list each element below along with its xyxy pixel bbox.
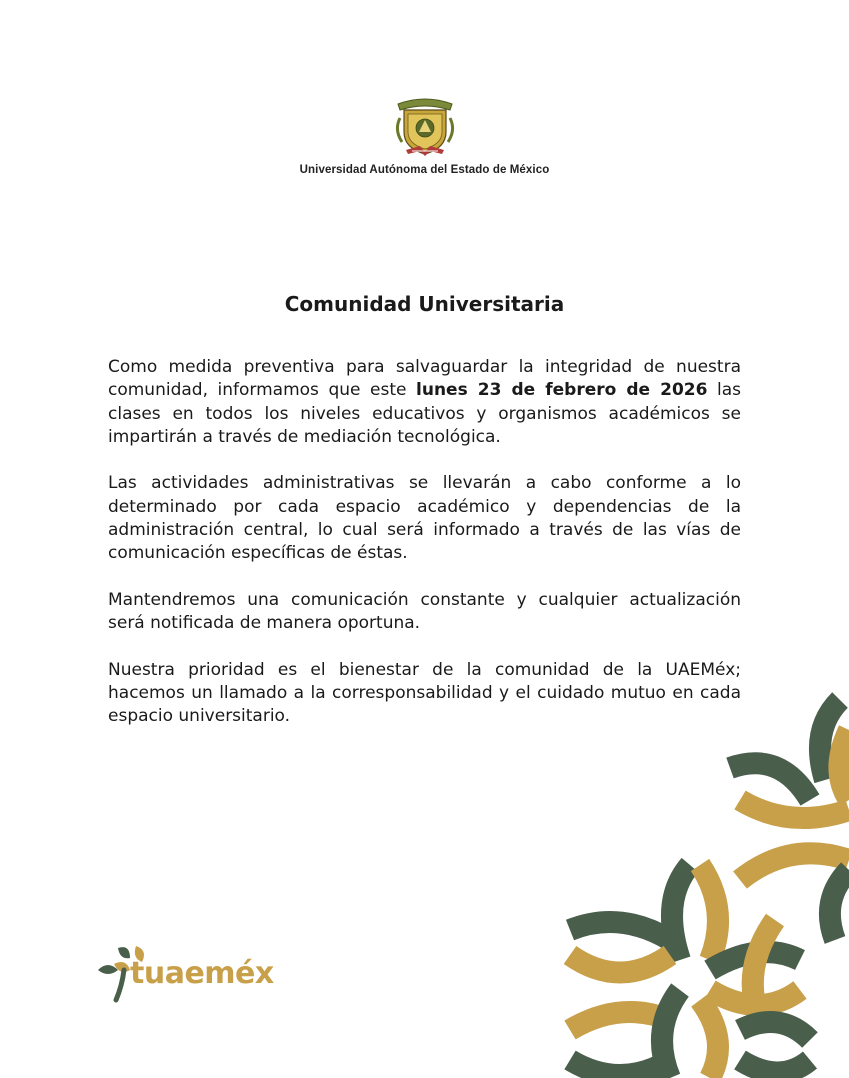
decorative-leaf-pattern: [560, 690, 849, 1078]
brand-wordmark: tuaeméx: [130, 956, 274, 991]
paragraph-1-date: lunes 23 de febrero de 2026: [416, 380, 708, 401]
paragraph-2: Las actividades administrativas se llevarán a cabo conforme a lo determinado por cada espacio académico y dependencias de la administración central, lo cual será informado a través de las vías de comunicación específicas de éstas.: [108, 473, 741, 564]
paragraph-1-rest: las clases en todos los niveles educativos y organismos académicos se impartirán a través de mediación tecnológica.: [108, 380, 741, 447]
page-title: Comunidad Universitaria: [284, 292, 565, 316]
uaemex-crest-icon: [390, 96, 460, 158]
university-name: Universidad Autónoma del Estado de México: [299, 164, 550, 176]
paragraph-1-intro: Como medida preventiva para salvaguardar la integridad de nuestra comunidad, informamos que este: [108, 357, 741, 401]
tuaemex-logo: [96, 940, 296, 1010]
paragraph-4: Nuestra prioridad es el bienestar de la comunidad de la UAEMéx; hacemos un llamado a la corresponsabilidad y el cuidado mutuo en cada espacio universitario.: [108, 659, 741, 727]
paragraph-3: Mantendremos una comunicación constante y cualquier actualización será notificada de manera oportuna.: [108, 589, 741, 634]
paragraph-1: [108, 356, 741, 449]
letterhead: [0, 96, 849, 176]
